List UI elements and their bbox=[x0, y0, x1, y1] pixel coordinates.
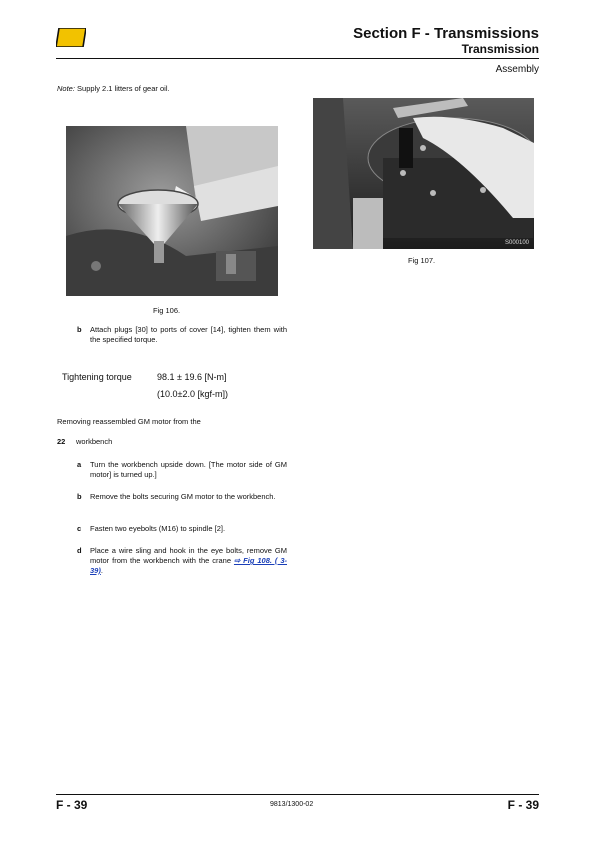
step-text: Attach plugs [30] to ports of cover [14], tighten them with the specified torque. bbox=[90, 325, 287, 344]
note-text: Supply 2.1 litters of gear oil. bbox=[74, 84, 170, 93]
note-label: Note: bbox=[57, 84, 75, 93]
step-text: Fasten two eyebolts (M16) to spindle [2]. bbox=[90, 524, 226, 533]
fig106-photo bbox=[66, 126, 278, 296]
step-text: Remove the bolts securing GM motor to the workbench. bbox=[90, 492, 276, 501]
fig107-stamp: S000100 bbox=[505, 240, 530, 246]
header-divider bbox=[56, 58, 539, 59]
subsection-title: Transmission bbox=[461, 42, 539, 56]
torque-value-nm: 98.1 ± 19.6 [N-m] bbox=[157, 372, 227, 382]
section-title: Section F - Transmissions bbox=[353, 25, 539, 42]
fig108-link[interactable]: ⇨ Fig 108. ( 3-39) bbox=[90, 556, 287, 575]
step-label: b bbox=[77, 325, 82, 334]
fig107-photo bbox=[313, 98, 534, 249]
step-attach-plugs bbox=[77, 325, 287, 345]
step-text bbox=[90, 546, 287, 576]
removing-heading: Removing reassembled GM motor from the bbox=[57, 417, 201, 426]
step-title: workbench bbox=[76, 437, 113, 446]
subsubsection-title: Assembly bbox=[495, 64, 539, 75]
torque-value-kgfm: (10.0±2.0 [kgf-m]) bbox=[157, 389, 228, 399]
step-label: d bbox=[77, 546, 82, 555]
step-text-body: Place a wire sling and hook in the eye bolts, remove GM motor from the workbench with the crane bbox=[90, 546, 287, 565]
torque-label: Tightening torque bbox=[62, 372, 132, 382]
step-text-end: . bbox=[100, 566, 103, 575]
step-number: 22 bbox=[57, 437, 66, 446]
step-label: c bbox=[77, 524, 82, 533]
step-remove-bolts bbox=[77, 492, 287, 502]
fig106-caption: Fig 106. bbox=[153, 306, 181, 315]
note bbox=[57, 84, 170, 93]
step-place-sling bbox=[77, 546, 287, 576]
page-number-right: F - 39 bbox=[507, 798, 539, 812]
step-turn-workbench bbox=[77, 460, 287, 480]
fig107-caption: Fig 107. bbox=[408, 256, 436, 265]
step-label: a bbox=[77, 460, 82, 469]
step-text: Turn the workbench upside down. [The motor side of GM motor] is turned up.] bbox=[90, 460, 287, 479]
jcb-logo bbox=[56, 28, 86, 47]
footer-divider bbox=[56, 794, 539, 795]
page-number-left: F - 39 bbox=[56, 798, 88, 812]
step-fasten-eyebolts bbox=[77, 524, 287, 534]
step-label: b bbox=[77, 492, 82, 501]
document-number: 9813/1300-02 bbox=[270, 801, 314, 808]
